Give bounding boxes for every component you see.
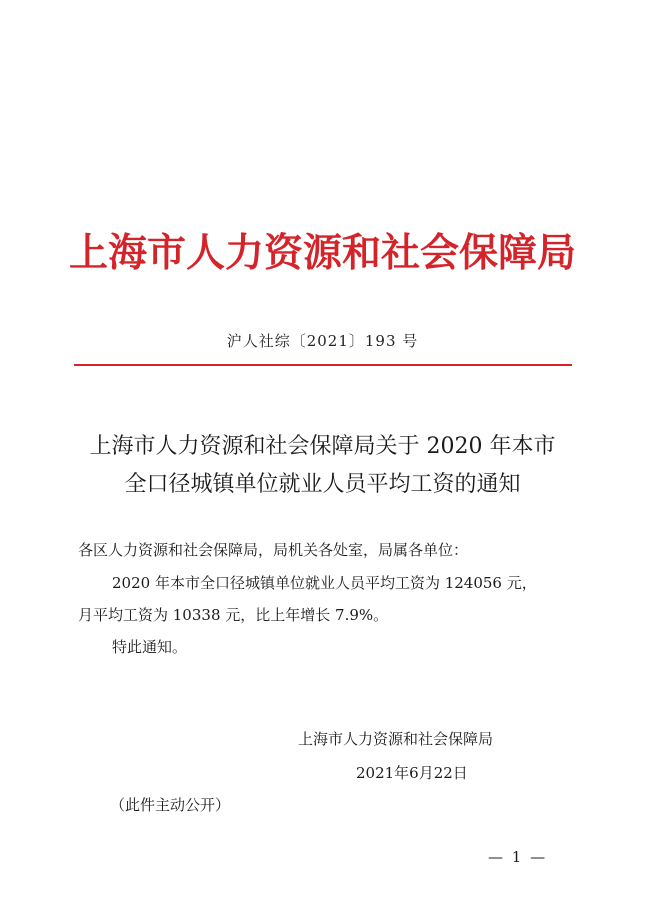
closing-line: 特此通知。 xyxy=(112,638,188,656)
disclosure-note: （此件主动公开） xyxy=(110,796,231,814)
document-number: 沪人社综〔2021〕193 号 xyxy=(226,332,419,350)
body-paragraph-line-2: 月平均工资为 10338 元，比上年增长 7.9%。 xyxy=(78,606,389,624)
signature-date: 2021年6月22日 xyxy=(356,764,468,782)
document-title-line-2: 全口径城镇单位就业人员平均工资的通知 xyxy=(124,472,521,497)
document-title xyxy=(0,428,645,504)
signature-issuer: 上海市人力资源和社会保障局 xyxy=(298,730,494,748)
document-title-line-1: 上海市人力资源和社会保障局关于 2020 年本市 xyxy=(89,434,556,459)
issuer-header: 上海市人力资源和社会保障局 xyxy=(68,230,576,276)
recipients-line: 各区人力资源和社会保障局，局机关各处室，局属各单位： xyxy=(78,541,469,559)
body-paragraph-line-1: 2020 年本市全口径城镇单位就业人员平均工资为 124056 元， xyxy=(112,574,537,592)
page-number: — 1 — xyxy=(488,848,548,866)
red-divider-line xyxy=(74,364,572,366)
